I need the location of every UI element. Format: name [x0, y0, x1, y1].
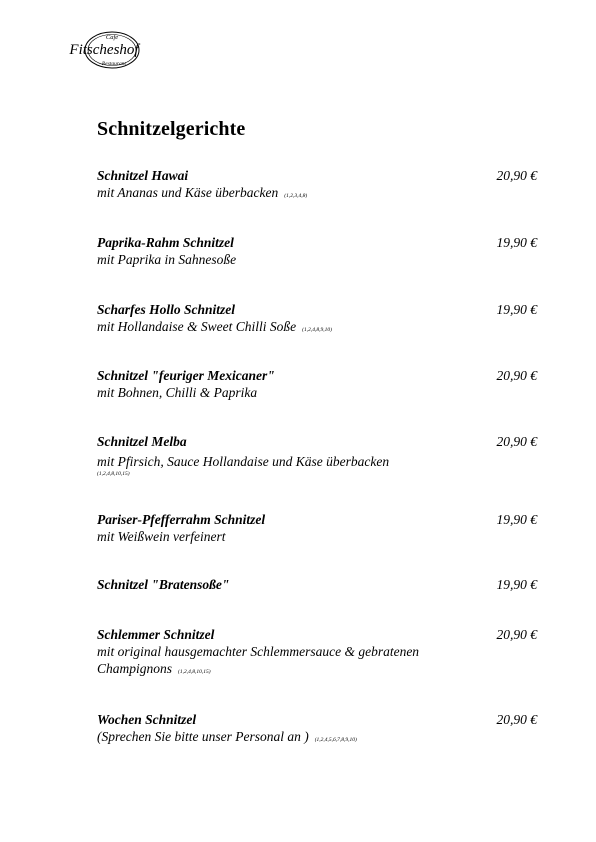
item-name: Schnitzel Melba [97, 434, 187, 449]
item-description: mit Ananas und Käse überbacken (1,2,3,4,8) [97, 185, 308, 200]
item-description: mit original hausgemachter Schlemmersauce & gebratenen [97, 644, 420, 659]
menu-item [97, 712, 537, 749]
item-allergens: (1,2,4,8,10,15) [97, 471, 130, 477]
item-description: mit Hollandaise & Sweet Chilli Soße (1,2,4,8,9,10) [97, 319, 332, 334]
item-price: 19,90 € [496, 512, 537, 527]
item-price: 19,90 € [496, 235, 537, 250]
item-name: Wochen Schnitzel [97, 712, 197, 727]
item-name: Schnitzel "Bratensoße" [97, 577, 230, 592]
logo-top-text: Cafe [105, 34, 119, 41]
page-title: Schnitzelgerichte [97, 118, 246, 140]
logo-main-text: Fitscheshof [69, 42, 139, 58]
item-name: Schlemmer Schnitzel [97, 627, 215, 642]
item-allergens: (1,2,4,5,6,7,8,9,10) [314, 737, 357, 743]
menu-item [97, 302, 537, 339]
item-price: 20,90 € [496, 368, 537, 383]
item-name: Schnitzel "feuriger Mexicaner" [97, 368, 275, 383]
menu-item [97, 168, 537, 205]
item-allergens: (1,2,4,8,9,10) [302, 327, 332, 333]
item-description: mit Bohnen, Chilli & Paprika [97, 385, 258, 400]
menu-item [97, 627, 537, 681]
item-description: mit Weißwein verfeinert [97, 529, 226, 544]
item-price: 20,90 € [496, 434, 537, 449]
restaurant-logo [54, 24, 150, 76]
item-allergens: (1,2,4,8,10,15) [178, 669, 211, 675]
item-name: Pariser-Pfefferrahm Schnitzel [97, 512, 266, 527]
menu-item [97, 235, 537, 268]
item-price: 20,90 € [496, 712, 537, 727]
item-description: mit Paprika in Sahnesoße [97, 252, 237, 267]
item-price: 19,90 € [496, 577, 537, 592]
menu-item [97, 577, 537, 593]
item-name: Paprika-Rahm Schnitzel [97, 235, 234, 250]
item-description: mit Pfirsich, Sauce Hollandaise und Käse überbacken [97, 454, 390, 469]
logo-graphic [54, 24, 150, 76]
logo-bottom-text: Restaurant [101, 61, 127, 67]
item-allergens: (1,2,3,4,8) [284, 193, 308, 199]
item-price: 19,90 € [496, 302, 537, 317]
item-price: 20,90 € [496, 168, 537, 183]
item-description-line2: Champignons (1,2,4,8,10,15) [97, 661, 211, 676]
item-name: Scharfes Hollo Schnitzel [97, 302, 236, 317]
menu-item [97, 434, 537, 478]
item-name: Schnitzel Hawai [97, 168, 189, 183]
menu-item [97, 512, 537, 545]
item-price: 20,90 € [496, 627, 537, 642]
menu-item [97, 368, 537, 401]
item-description: (Sprechen Sie bitte unser Personal an ) (1,2,4,5,6,7,8,9,10) [97, 729, 357, 744]
